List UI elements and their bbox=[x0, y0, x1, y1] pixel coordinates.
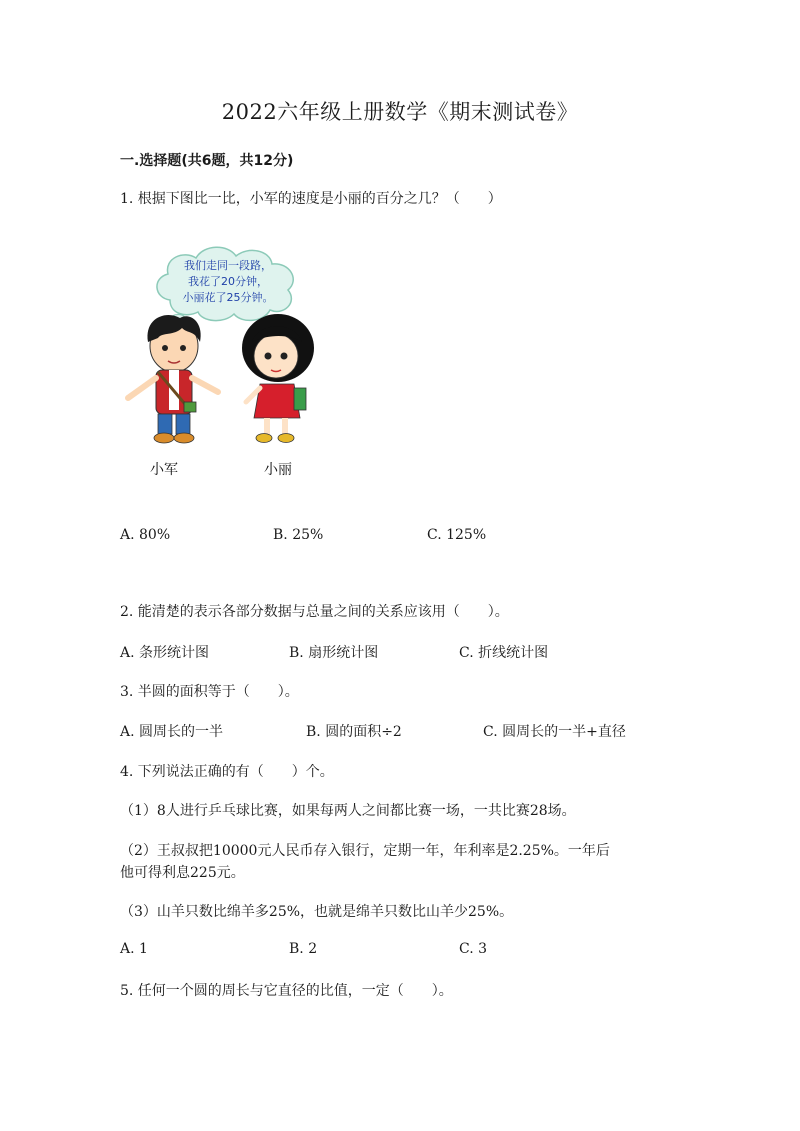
illustration-svg bbox=[118, 238, 338, 488]
q3-option-a[interactable]: A. 圆周长的一半 bbox=[120, 724, 224, 740]
q1-option-a[interactable]: A. 80% bbox=[120, 527, 171, 543]
bubble-line-2: 我花了20分钟， bbox=[188, 275, 268, 288]
q4-statement-2: （2）王叔叔把10000元人民币存入银行，定期一年，年利率是2.25%。一年后 bbox=[120, 843, 610, 859]
q4-option-c[interactable]: C. 3 bbox=[459, 941, 488, 957]
q4-statement-3: （3）山羊只数比绵羊多25%，也就是绵羊只数比山羊少25%。 bbox=[120, 904, 514, 920]
question-2: 2. 能清楚的表示各部分数据与总量之间的关系应该用（ ）。 bbox=[120, 604, 509, 620]
q1-option-c[interactable]: C. 125% bbox=[427, 527, 487, 543]
q3-option-b[interactable]: B. 圆的面积÷2 bbox=[306, 724, 402, 740]
section-heading: 一.选择题(共6题，共12分) bbox=[120, 153, 294, 169]
bubble-line-3: 小丽花了25分钟。 bbox=[182, 291, 274, 304]
q2-option-a[interactable]: A. 条形统计图 bbox=[120, 645, 210, 661]
question-3: 3. 半圆的面积等于（ ）。 bbox=[120, 684, 299, 700]
question-5: 5. 任何一个圆的周长与它直径的比值，一定（ ）。 bbox=[120, 983, 453, 999]
girl-figure bbox=[242, 314, 314, 443]
boy-figure bbox=[128, 315, 218, 443]
q4-statement-1: （1）8人进行乒乓球比赛，如果每两人之间都比赛一场，一共比赛28场。 bbox=[120, 803, 576, 819]
bubble-line-1: 我们走同一段路， bbox=[184, 259, 272, 272]
q1-option-b[interactable]: B. 25% bbox=[273, 527, 324, 543]
question-1: 1. 根据下图比一比，小军的速度是小丽的百分之几？（ ） bbox=[120, 191, 502, 207]
q2-option-c[interactable]: C. 折线统计图 bbox=[459, 645, 549, 661]
question-1-illustration bbox=[118, 238, 338, 488]
page-title: 2022六年级上册数学《期末测试卷》 bbox=[221, 100, 579, 124]
girl-name-label: 小丽 bbox=[264, 462, 292, 478]
q4-statement-2-cont: 他可得利息225元。 bbox=[120, 865, 245, 881]
q2-option-b[interactable]: B. 扇形统计图 bbox=[289, 645, 379, 661]
q4-option-b[interactable]: B. 2 bbox=[289, 941, 318, 957]
boy-name-label: 小军 bbox=[150, 462, 178, 478]
question-4: 4. 下列说法正确的有（ ）个。 bbox=[120, 764, 334, 780]
q3-option-c[interactable]: C. 圆周长的一半+直径 bbox=[483, 724, 626, 740]
q4-option-a[interactable]: A. 1 bbox=[120, 941, 148, 957]
